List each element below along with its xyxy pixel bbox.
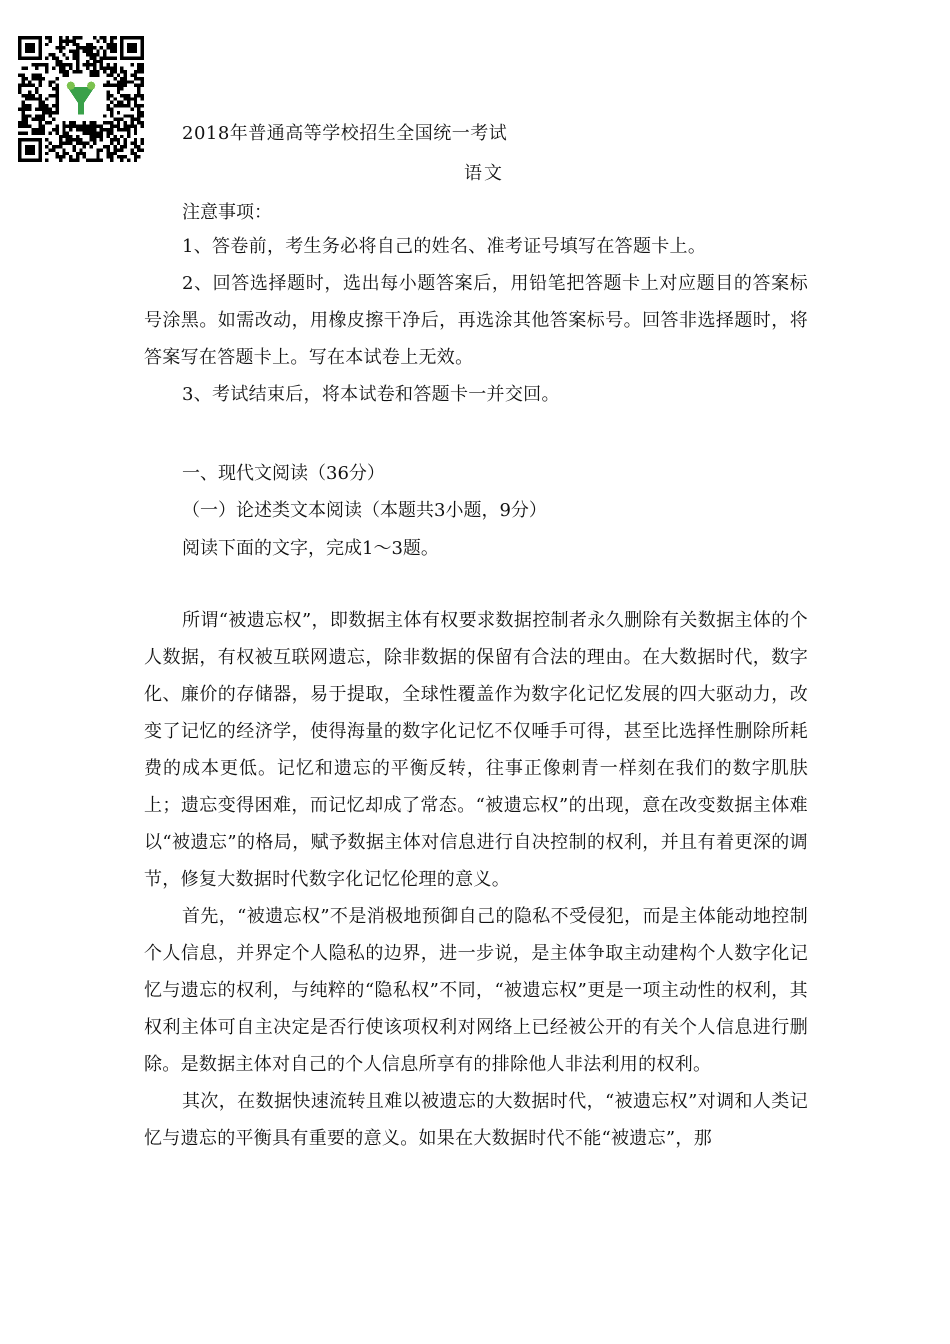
section-instruction: 阅读下面的文字，完成1～3题。: [182, 538, 439, 559]
passage-paragraph-3: 其次，在数据快速流转且难以被遗忘的大数据时代，“被遗忘权”对调和人类记忆与遗忘的平衡具有重要的意义。如果在大数据时代不能“被遗忘”，那: [144, 1091, 808, 1149]
qr-code: [18, 36, 144, 162]
notice-item-1: 1、答卷前，考生务必将自己的姓名、准考证号填写在答题卡上。: [182, 236, 707, 257]
passage-paragraph-1: 所谓“被遗忘权”，即数据主体有权要求数据控制者永久删除有关数据主体的个人数据，有权被互联网遗忘，除非数据的保留有合法的理由。在大数据时代，数字化、廉价的存储器，易于提取，全球性覆盖作为数字化记忆发展的四大驱动力，改变了记忆的经济学，使得海量的数字化记忆不仅唾手可得，甚至比选择性删除所耗费的成本更低。记忆和遗忘的平衡反转，往事正像刺青一样刻在我们的数字肌肤上；遗忘变得困难，而记忆却成了常态。“被遗忘权”的出现，意在改变数据主体难以“被遗忘”的格局，赋予数据主体对信息进行自决控制的权利，并且有着更深的调节，修复大数据时代数字化记忆伦理的意义。: [144, 610, 808, 890]
notice-item-2: 2、回答选择题时，选出每小题答案后，用铅笔把答题卡上对应题目的答案标号涂黑。如需改动，用橡皮擦干净后，再选涂其他答案标号。回答非选择题时，将答案写在答题卡上。写在本试卷上无效。: [144, 273, 808, 368]
notice-list: [144, 228, 808, 413]
exam-title: 2018年普通高等学校招生全国统一考试: [182, 123, 508, 144]
notice-heading: 注意事项：: [182, 202, 272, 223]
qr-code-icon: [18, 36, 144, 162]
passage: [144, 602, 808, 1157]
passage-paragraph-2: 首先，“被遗忘权”不是消极地预御自己的隐私不受侵犯，而是主体能动地控制个人信息，并界定个人隐私的边界，进一步说，是主体争取主动建构个人数字化记忆与遗忘的权利，与纯粹的“隐私权”不同，“被遗忘权”更是一项主动性的权利，其权利主体可自主决定是否行使该项权利对网络上已经被公开的有关个人信息进行删除。是数据主体对自己的个人信息所享有的排除他人非法利用的权利。: [144, 906, 808, 1075]
section-subtitle: （一）论述类文本阅读（本题共3小题，9分）: [182, 500, 547, 521]
notice-item-3: 3、考试结束后，将本试卷和答题卡一并交回。: [182, 384, 560, 405]
section-title: 一、现代文阅读（36分）: [182, 463, 385, 484]
subject-title: 语文: [464, 163, 504, 184]
